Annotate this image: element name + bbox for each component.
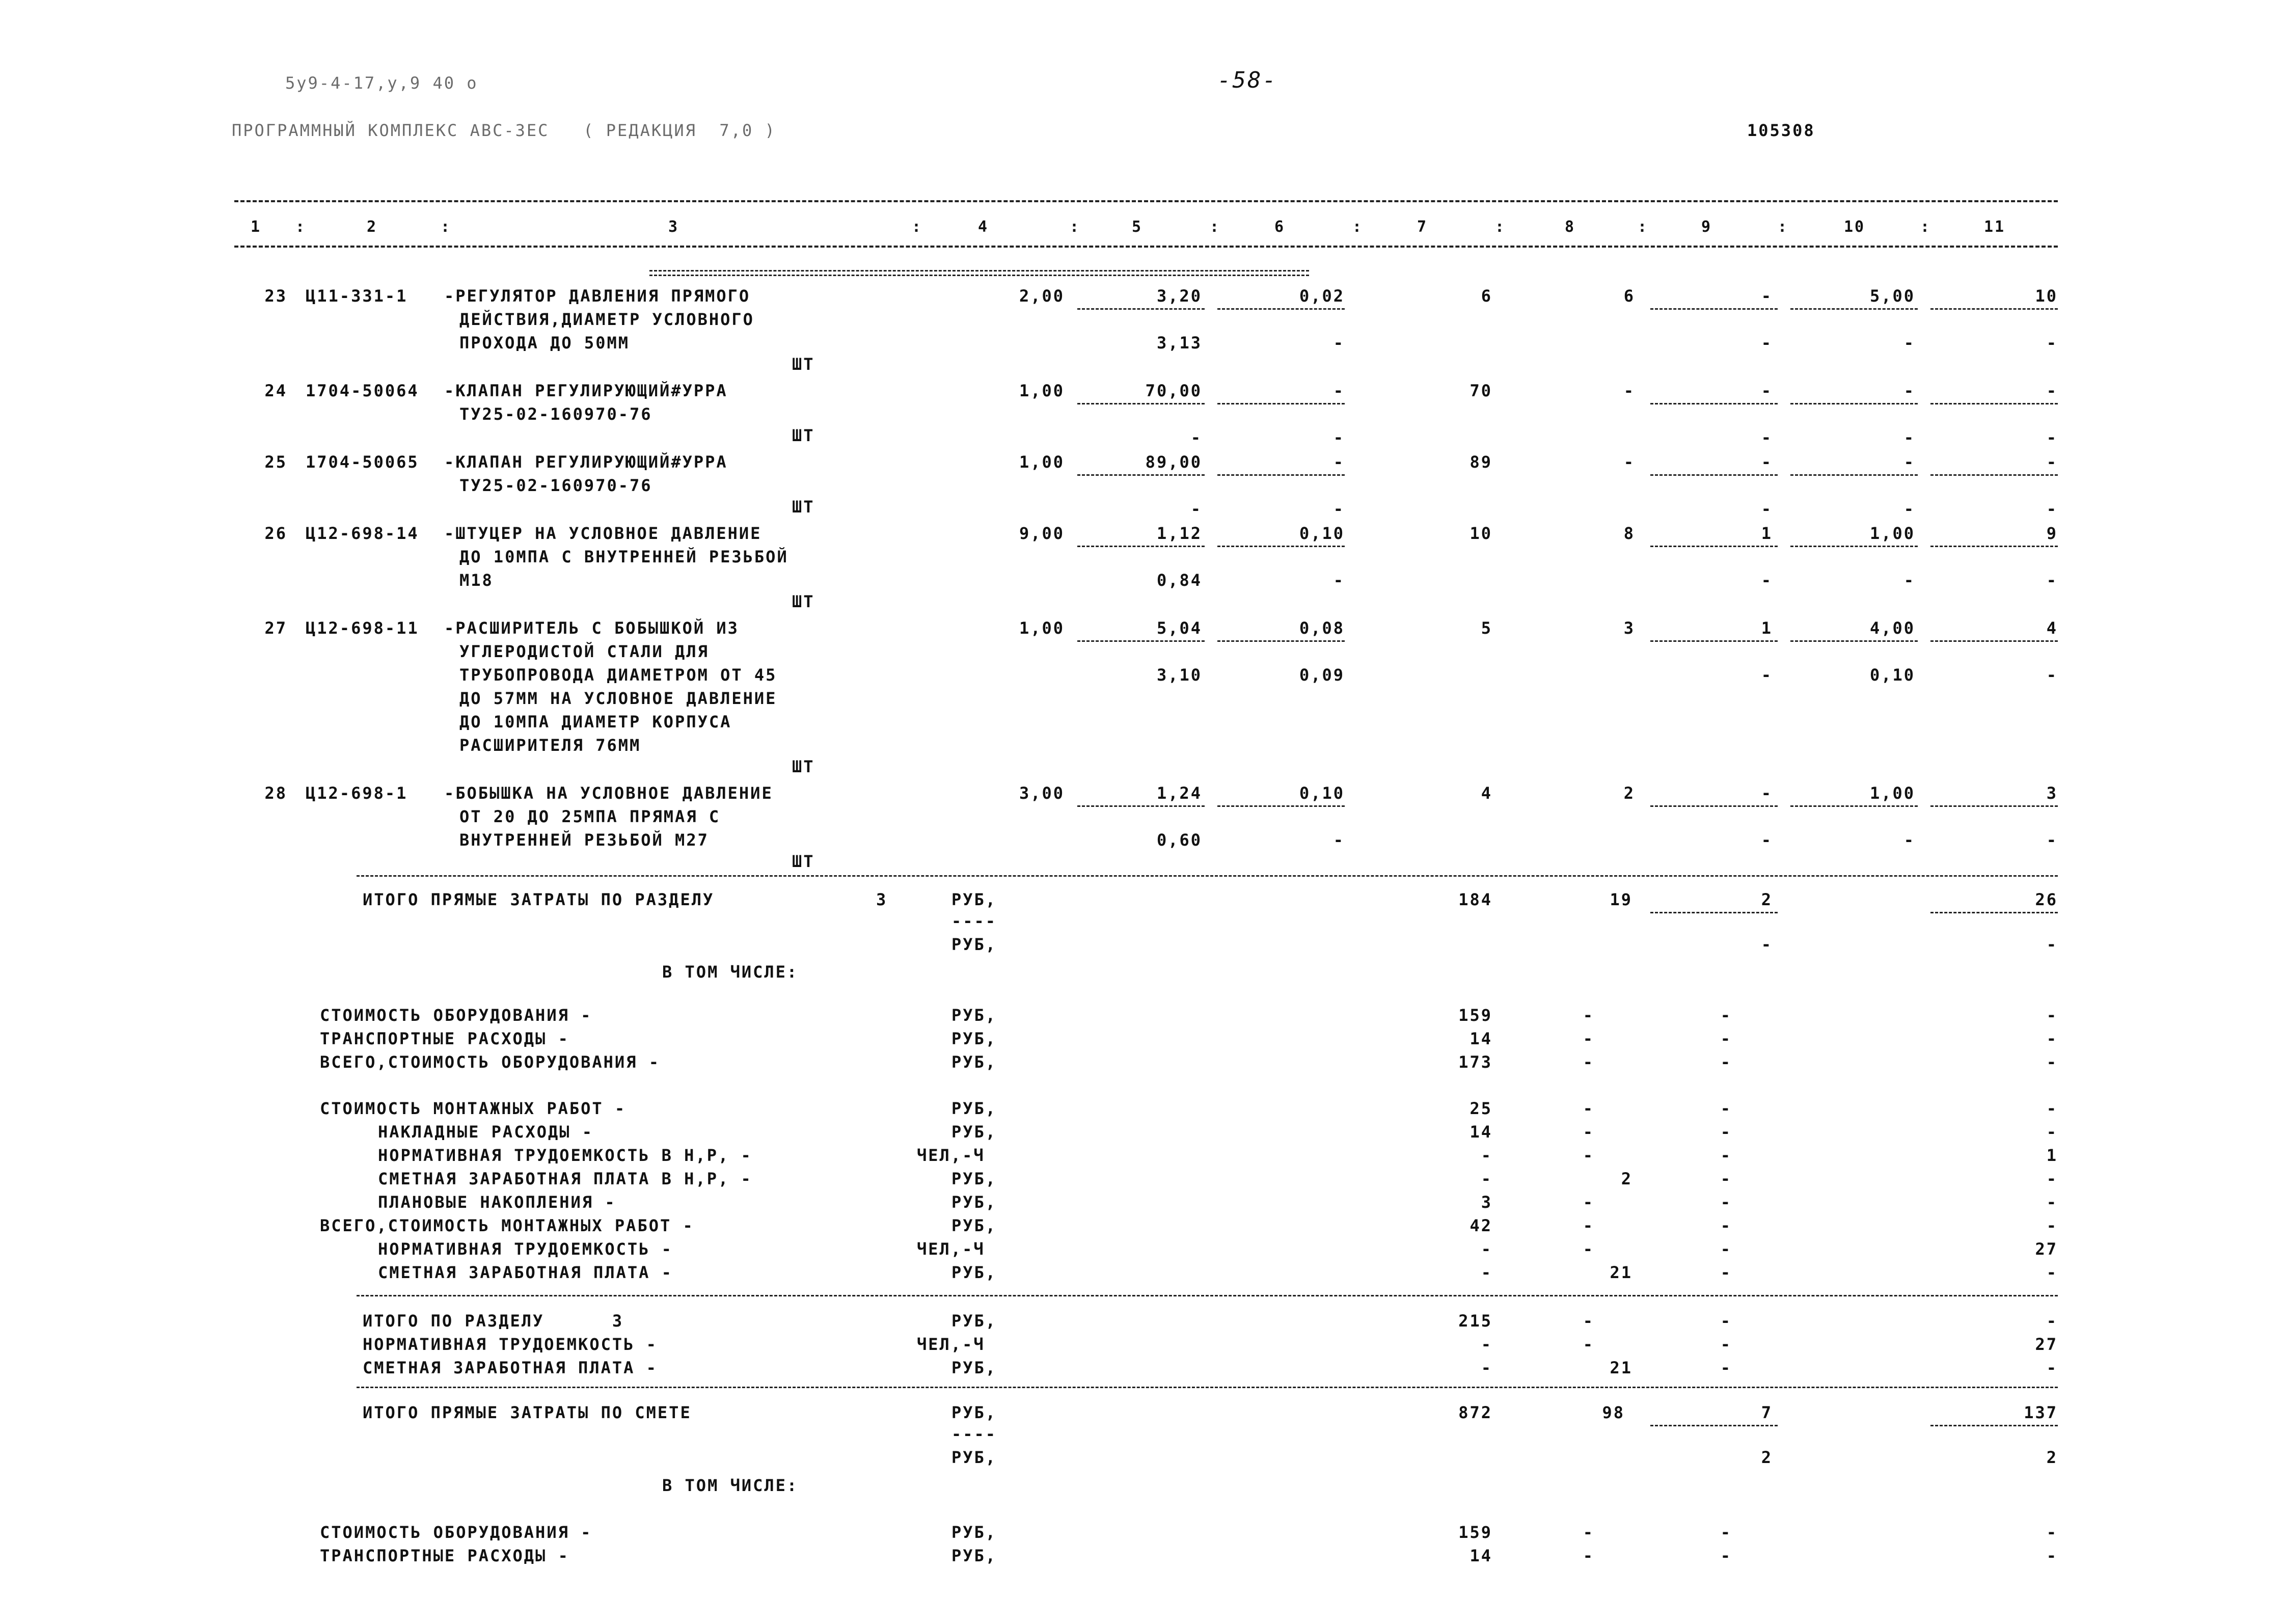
summary-c7: - [1481, 1263, 1492, 1282]
item-value-c6: 0,02 [1299, 286, 1345, 306]
item-description-line: ОТ 20 ДО 25МПА ПРЯМАЯ С [459, 807, 721, 826]
item-subvalue: - [1903, 428, 1915, 447]
summary-c11: - [2046, 1523, 2058, 1542]
value-underline [1217, 805, 1345, 807]
including-label-2: В ТОМ ЧИСЛЕ: [662, 1476, 799, 1495]
summary-c9: - [1720, 1546, 1732, 1565]
item-value-c6: 0,08 [1299, 618, 1345, 638]
item-value-c8: 2 [1623, 783, 1635, 803]
summary-c9: - [1720, 1523, 1732, 1542]
item-value-c10: - [1903, 452, 1915, 472]
item-description-line: ДО 57ММ НА УСЛОВНОЕ ДАВЛЕНИЕ [459, 689, 777, 708]
item-value-c4: 1,00 [1019, 381, 1065, 400]
section-summary-rule [357, 1295, 2058, 1296]
value-underline [1077, 546, 1205, 547]
summary-c11: - [2046, 1358, 2058, 1377]
section-total-c11: 26 [2035, 890, 2058, 909]
item-subvalue: - [1190, 428, 1202, 447]
item-number: 26 [264, 524, 287, 543]
value-underline [1077, 403, 1205, 404]
summary-c9: - [1720, 1193, 1732, 1212]
value-underline [1790, 546, 1918, 547]
item-value-c11: 3 [2046, 783, 2058, 803]
summary-unit: РУБ, [951, 1169, 997, 1188]
item-value-c7: 5 [1481, 618, 1492, 638]
item-number: 27 [264, 618, 287, 638]
item-value-c5: 3,20 [1156, 286, 1202, 306]
item-description-line: ТРУБОПРОВОДА ДИАМЕТРОМ ОТ 45 [459, 665, 777, 685]
summary-label: СТОИМОСТЬ ОБОРУДОВАНИЯ - [320, 1006, 592, 1025]
summary-c9: - [1720, 1052, 1732, 1072]
item-value-c4: 2,00 [1019, 286, 1065, 306]
summary-c9: - [1720, 1263, 1732, 1282]
item-subvalue: - [1761, 571, 1773, 590]
item-unit: ШТ [792, 757, 815, 776]
item-value-c7: 6 [1481, 286, 1492, 306]
item-value-c6: - [1333, 452, 1345, 472]
column-header-5: 5 [1132, 218, 1143, 236]
value-underline [1930, 912, 2058, 913]
section-total-number: 3 [876, 890, 888, 909]
value-underline [1790, 640, 1918, 642]
value-underline [1790, 403, 1918, 404]
value-underline [1790, 308, 1918, 310]
item-subvalue: - [1761, 499, 1773, 519]
summary-unit: РУБ, [951, 1099, 997, 1118]
summary-c7: 14 [1469, 1029, 1492, 1048]
value-underline [1930, 403, 2058, 404]
item-description-line: ДО 10МПА С ВНУТРЕННЕЙ РЕЗЬБОЙ [459, 547, 788, 566]
value-underline [1217, 308, 1345, 310]
item-subvalue: - [2046, 571, 2058, 590]
column-header-10: 10 [1844, 218, 1866, 236]
summary-c7: 14 [1469, 1546, 1492, 1565]
summary-c11: - [2046, 1122, 2058, 1142]
value-underline [1930, 308, 2058, 310]
item-subvalue: - [1903, 499, 1915, 519]
column-separator: : [1352, 218, 1364, 236]
item-subvalue: 3,13 [1156, 333, 1202, 353]
summary-c8: - [1583, 1335, 1594, 1354]
header-bottom-rule [234, 246, 2058, 248]
column-separator: : [912, 218, 923, 236]
item-value-c5: 70,00 [1145, 381, 1202, 400]
including-label: В ТОМ ЧИСЛЕ: [662, 962, 799, 982]
column-header-7: 7 [1417, 218, 1428, 236]
header-top-rule [234, 200, 2058, 202]
summary-c9: - [1720, 1029, 1732, 1048]
summary-c8: - [1583, 1006, 1594, 1025]
column-separator: : [441, 218, 452, 236]
summary-c11: 1 [2046, 1146, 2058, 1165]
item-value-c4: 1,00 [1019, 618, 1065, 638]
value-underline [1650, 912, 1778, 913]
summary-c11: - [2046, 1169, 2058, 1188]
estimate-total-rule [357, 1387, 2058, 1388]
item-subvalue: - [1333, 499, 1345, 519]
item-subvalue: 3,10 [1156, 665, 1202, 685]
item-value-c10: 1,00 [1869, 524, 1915, 543]
summary-c9: - [1720, 1311, 1732, 1331]
item-description-line: -РАСШИРИТЕЛЬ С БОБЫШКОЙ ИЗ [444, 618, 739, 638]
summary-c7: 42 [1469, 1216, 1492, 1235]
summary-unit: РУБ, [951, 1546, 997, 1565]
item-value-c9: - [1761, 452, 1773, 472]
summary-c8: - [1583, 1546, 1594, 1565]
estimate-total-label: ИТОГО ПРЯМЫЕ ЗАТРАТЫ ПО СМЕТЕ [363, 1403, 692, 1422]
column-header-1: 1 [251, 218, 262, 236]
summary-c9: - [1720, 1239, 1732, 1259]
summary-c7: 25 [1469, 1099, 1492, 1118]
value-underline [1930, 474, 2058, 476]
item-value-c5: 89,00 [1145, 452, 1202, 472]
summary-c11: - [2046, 1193, 2058, 1212]
item-value-c11: - [2046, 452, 2058, 472]
summary-unit: РУБ, [951, 1311, 997, 1331]
summary-label: ВСЕГО,СТОИМОСТЬ МОНТАЖНЫХ РАБОТ - [320, 1216, 694, 1235]
item-unit: ШТ [792, 592, 815, 611]
value-underline [1650, 474, 1778, 476]
summary-unit: РУБ, [951, 1358, 997, 1377]
column-header-9: 9 [1701, 218, 1712, 236]
section-total-c9: 2 [1761, 890, 1773, 909]
section-total-c7: 184 [1458, 890, 1492, 909]
item-value-c10: 5,00 [1869, 286, 1915, 306]
summary-unit: ЧЕЛ,-Ч [917, 1335, 985, 1354]
item-value-c7: 4 [1481, 783, 1492, 803]
item-value-c8: 8 [1623, 524, 1635, 543]
column-header-2: 2 [367, 218, 378, 236]
value-underline [1650, 308, 1778, 310]
summary-c7: - [1481, 1146, 1492, 1165]
section-total-sub11: - [2046, 935, 2058, 954]
summary-c7: 159 [1458, 1006, 1492, 1025]
estimate-total-c7: 872 [1458, 1403, 1492, 1422]
item-code: 1704-50065 [306, 452, 419, 472]
item-subvalue: - [1761, 333, 1773, 353]
item-subvalue: - [2046, 428, 2058, 447]
summary-c8: - [1583, 1146, 1594, 1165]
column-header-11: 11 [1984, 218, 2006, 236]
summary-label: СМЕТНАЯ ЗАРАБОТНАЯ ПЛАТА В Н,Р, - [378, 1169, 752, 1188]
item-unit: ШТ [792, 497, 815, 517]
summary-c9: - [1720, 1122, 1732, 1142]
item-value-c9: - [1761, 286, 1773, 306]
value-underline [1077, 640, 1205, 642]
value-underline [1217, 403, 1345, 404]
item-subvalue: - [2046, 499, 2058, 519]
summary-c7: - [1481, 1239, 1492, 1259]
item-description-line: -КЛАПАН РЕГУЛИРУЮЩИЙ#УРРА [444, 381, 728, 400]
value-underline [1650, 1425, 1778, 1426]
value-underline [1930, 640, 2058, 642]
column-separator: : [1778, 218, 1789, 236]
item-code: Ц11-331-1 [306, 286, 408, 306]
estimate-total-sub9: 2 [1761, 1448, 1773, 1467]
item-subvalue: - [2046, 830, 2058, 850]
item-description-line: ДО 10МПА ДИАМЕТР КОРПУСА [459, 712, 732, 732]
item-number: 28 [264, 783, 287, 803]
section-total-dashes: ---- [951, 911, 997, 931]
summary-unit: РУБ, [951, 1006, 997, 1025]
item-value-c8: - [1623, 452, 1635, 472]
estimate-total-unit: РУБ, [951, 1403, 997, 1422]
item-value-c10: 1,00 [1869, 783, 1915, 803]
summary-label: НОРМАТИВНАЯ ТРУДОЕМКОСТЬ - [363, 1335, 658, 1354]
item-description-line: ДЕЙСТВИЯ,ДИАМЕТР УСЛОВНОГО [459, 310, 754, 329]
item-subvalue: - [2046, 665, 2058, 685]
item-subvalue: - [1903, 333, 1915, 353]
item-value-c6: - [1333, 381, 1345, 400]
summary-c9: - [1720, 1099, 1732, 1118]
summary-c11: 27 [2035, 1239, 2058, 1259]
summary-label: СТОИМОСТЬ ОБОРУДОВАНИЯ - [320, 1523, 592, 1542]
value-underline [1650, 546, 1778, 547]
item-subvalue: - [1903, 830, 1915, 850]
item-subvalue: - [1333, 571, 1345, 590]
summary-label: СМЕТНАЯ ЗАРАБОТНАЯ ПЛАТА - [363, 1358, 658, 1377]
value-underline [1077, 308, 1205, 310]
item-value-c6: 0,10 [1299, 524, 1345, 543]
item-value-c10: 4,00 [1869, 618, 1915, 638]
item-value-c9: - [1761, 783, 1773, 803]
item-value-c10: - [1903, 381, 1915, 400]
item-description-line: РАСШИРИТЕЛЯ 76ММ [459, 736, 641, 755]
item-number: 25 [264, 452, 287, 472]
value-underline [1217, 546, 1345, 547]
column-separator: : [1070, 218, 1081, 236]
item-description-line: -БОБЫШКА НА УСЛОВНОЕ ДАВЛЕНИЕ [444, 783, 773, 803]
section-total-sub9: - [1761, 935, 1773, 954]
section-total-label: ИТОГО ПРЯМЫЕ ЗАТРАТЫ ПО РАЗДЕЛУ [363, 890, 715, 909]
item-value-c6: 0,10 [1299, 783, 1345, 803]
summary-c11: - [2046, 1099, 2058, 1118]
value-underline [1650, 403, 1778, 404]
estimate-total-unit-2: РУБ, [951, 1448, 997, 1467]
item-value-c7: 70 [1469, 381, 1492, 400]
item-number: 23 [264, 286, 287, 306]
item-value-c4: 3,00 [1019, 783, 1065, 803]
summary-unit: РУБ, [951, 1263, 997, 1282]
summary-unit: РУБ, [951, 1523, 997, 1542]
summary-c7: 173 [1458, 1052, 1492, 1072]
estimate-total-c8: 98 [1602, 1403, 1625, 1422]
estimate-total-dashes: ---- [951, 1424, 997, 1444]
summary-c9: - [1720, 1335, 1732, 1354]
item-subvalue: - [1761, 830, 1773, 850]
item-value-c11: 4 [2046, 618, 2058, 638]
item-value-c9: 1 [1761, 524, 1773, 543]
item-subvalue: - [1190, 499, 1202, 519]
summary-label: ТРАНСПОРТНЫЕ РАСХОДЫ - [320, 1546, 569, 1565]
summary-c8: 2 [1621, 1169, 1632, 1188]
item-value-c7: 89 [1469, 452, 1492, 472]
item-subvalue: - [1333, 333, 1345, 353]
summary-c11: - [2046, 1311, 2058, 1331]
item-subvalue: - [2046, 333, 2058, 353]
estimate-total-sub11: 2 [2046, 1448, 2058, 1467]
document-id: 105308 [1747, 121, 1815, 140]
summary-c8: 21 [1610, 1263, 1632, 1282]
item-description-line: -РЕГУЛЯТОР ДАВЛЕНИЯ ПРЯМОГО [444, 286, 751, 306]
summary-label: ПЛАНОВЫЕ НАКОПЛЕНИЯ - [378, 1193, 616, 1212]
summary-unit: ЧЕЛ,-Ч [917, 1146, 985, 1165]
item-description-line: ПРОХОДА ДО 50ММ [459, 333, 630, 353]
item-value-c9: 1 [1761, 618, 1773, 638]
item-code: Ц12-698-14 [306, 524, 419, 543]
item-description-line: -ШТУЦЕР НА УСЛОВНОЕ ДАВЛЕНИЕ [444, 524, 762, 543]
summary-c7: - [1481, 1169, 1492, 1188]
item-value-c9: - [1761, 381, 1773, 400]
item-value-c5: 5,04 [1156, 618, 1202, 638]
item-subvalue: 0,84 [1156, 571, 1202, 590]
item-value-c4: 1,00 [1019, 452, 1065, 472]
item-value-c8: - [1623, 381, 1635, 400]
summary-c9: - [1720, 1146, 1732, 1165]
summary-c8: - [1583, 1523, 1594, 1542]
summary-label: ИТОГО ПО РАЗДЕЛУ 3 [363, 1311, 624, 1331]
item-subvalue: 0,60 [1156, 830, 1202, 850]
summary-unit: ЧЕЛ,-Ч [917, 1239, 985, 1259]
summary-c11: - [2046, 1263, 2058, 1282]
estimate-total-c9: 7 [1761, 1403, 1773, 1422]
item-description-line: М18 [459, 571, 494, 590]
item-subvalue: - [1761, 665, 1773, 685]
summary-label: ТРАНСПОРТНЫЕ РАСХОДЫ - [320, 1029, 569, 1048]
item-value-c4: 9,00 [1019, 524, 1065, 543]
item-subvalue: - [1333, 428, 1345, 447]
item-value-c5: 1,12 [1156, 524, 1202, 543]
item-subvalue: - [1903, 571, 1915, 590]
summary-unit: РУБ, [951, 1029, 997, 1048]
column-separator: : [1920, 218, 1931, 236]
value-underline [1217, 474, 1345, 476]
value-underline [1930, 805, 2058, 807]
summary-c8: - [1583, 1311, 1594, 1331]
summary-c8: - [1583, 1052, 1594, 1072]
summary-c11: - [2046, 1052, 2058, 1072]
summary-c11: - [2046, 1006, 2058, 1025]
value-underline [1077, 474, 1205, 476]
summary-c11: - [2046, 1546, 2058, 1565]
summary-label: ВСЕГО,СТОИМОСТЬ ОБОРУДОВАНИЯ - [320, 1052, 660, 1072]
summary-c8: 21 [1610, 1358, 1632, 1377]
summary-c8: - [1583, 1193, 1594, 1212]
value-underline [1077, 805, 1205, 807]
summary-c8: - [1583, 1239, 1594, 1259]
summary-c8: - [1583, 1216, 1594, 1235]
column-header-8: 8 [1565, 218, 1576, 236]
summary-c7: 3 [1481, 1193, 1492, 1212]
value-underline [1217, 640, 1345, 642]
item-description-line: ТУ25-02-160970-76 [459, 476, 652, 495]
section-start-rule [649, 270, 1309, 276]
estimate-total-c11: 137 [2024, 1403, 2058, 1422]
summary-c9: - [1720, 1006, 1732, 1025]
item-value-c5: 1,24 [1156, 783, 1202, 803]
column-header-6: 6 [1274, 218, 1286, 236]
summary-c8: - [1583, 1099, 1594, 1118]
summary-label: СМЕТНАЯ ЗАРАБОТНАЯ ПЛАТА - [378, 1263, 673, 1282]
value-underline [1650, 805, 1778, 807]
summary-c7: 215 [1458, 1311, 1492, 1331]
summary-c11: - [2046, 1216, 2058, 1235]
column-separator: : [1495, 218, 1506, 236]
summary-c9: - [1720, 1169, 1732, 1188]
item-value-c7: 10 [1469, 524, 1492, 543]
value-underline [1790, 805, 1918, 807]
column-header-4: 4 [978, 218, 989, 236]
summary-unit: РУБ, [951, 1216, 997, 1235]
item-value-c8: 3 [1623, 618, 1635, 638]
item-unit: ШТ [792, 426, 815, 445]
summary-c8: - [1583, 1029, 1594, 1048]
page-number: -58- [1217, 67, 1277, 93]
item-value-c11: 9 [2046, 524, 2058, 543]
summary-label: НОРМАТИВНАЯ ТРУДОЕМКОСТЬ В Н,Р, - [378, 1146, 752, 1165]
value-underline [1930, 1425, 2058, 1426]
item-description-line: УГЛЕРОДИСТОЙ СТАЛИ ДЛЯ [459, 642, 709, 661]
item-code: Ц12-698-11 [306, 618, 419, 638]
summary-c11: 27 [2035, 1335, 2058, 1354]
column-header-3: 3 [668, 218, 679, 236]
summary-c8: - [1583, 1122, 1594, 1142]
summary-c9: - [1720, 1358, 1732, 1377]
value-underline [1790, 474, 1918, 476]
item-description-line: ВНУТРЕННЕЙ РЕЗЬБОЙ М27 [459, 830, 709, 850]
summary-unit: РУБ, [951, 1193, 997, 1212]
item-description-line: -КЛАПАН РЕГУЛИРУЮЩИЙ#УРРА [444, 452, 728, 472]
summary-label: СТОИМОСТЬ МОНТАЖНЫХ РАБОТ - [320, 1099, 627, 1118]
column-separator: : [1210, 218, 1221, 236]
item-subvalue: - [1333, 830, 1345, 850]
summary-c7: - [1481, 1358, 1492, 1377]
item-subvalue: - [1761, 428, 1773, 447]
section-total-unit-2: РУБ, [951, 935, 997, 954]
column-separator: : [295, 218, 307, 236]
column-separator: : [1638, 218, 1649, 236]
summary-c7: 159 [1458, 1523, 1492, 1542]
value-underline [1930, 546, 2058, 547]
summary-label: НОРМАТИВНАЯ ТРУДОЕМКОСТЬ - [378, 1239, 673, 1259]
item-code: 1704-50064 [306, 381, 419, 400]
item-description-line: ТУ25-02-160970-76 [459, 404, 652, 424]
item-unit: ШТ [792, 355, 815, 374]
section-total-c8: 19 [1610, 890, 1632, 909]
item-value-c11: - [2046, 381, 2058, 400]
item-unit: ШТ [792, 852, 815, 871]
program-line: ПРОГРАММНЫЙ КОМПЛЕКС АВС-3ЕС ( РЕДАКЦИЯ 7,0 ) [232, 121, 776, 140]
summary-c9: - [1720, 1216, 1732, 1235]
section-total-unit: РУБ, [951, 890, 997, 909]
summary-unit: РУБ, [951, 1052, 997, 1072]
item-subvalue: 0,10 [1869, 665, 1915, 685]
summary-unit: РУБ, [951, 1122, 997, 1142]
item-number: 24 [264, 381, 287, 400]
summary-c11: - [2046, 1029, 2058, 1048]
value-underline [1650, 640, 1778, 642]
item-subvalue: 0,09 [1299, 665, 1345, 685]
summary-label: НАКЛАДНЫЕ РАСХОДЫ - [378, 1122, 594, 1142]
document-code: 5у9-4-17,у,9 40 о [285, 73, 478, 93]
item-value-c11: 10 [2035, 286, 2058, 306]
summary-c7: - [1481, 1335, 1492, 1354]
item-value-c8: 6 [1623, 286, 1635, 306]
item-code: Ц12-698-1 [306, 783, 408, 803]
section-total-rule [357, 875, 2058, 877]
summary-c7: 14 [1469, 1122, 1492, 1142]
